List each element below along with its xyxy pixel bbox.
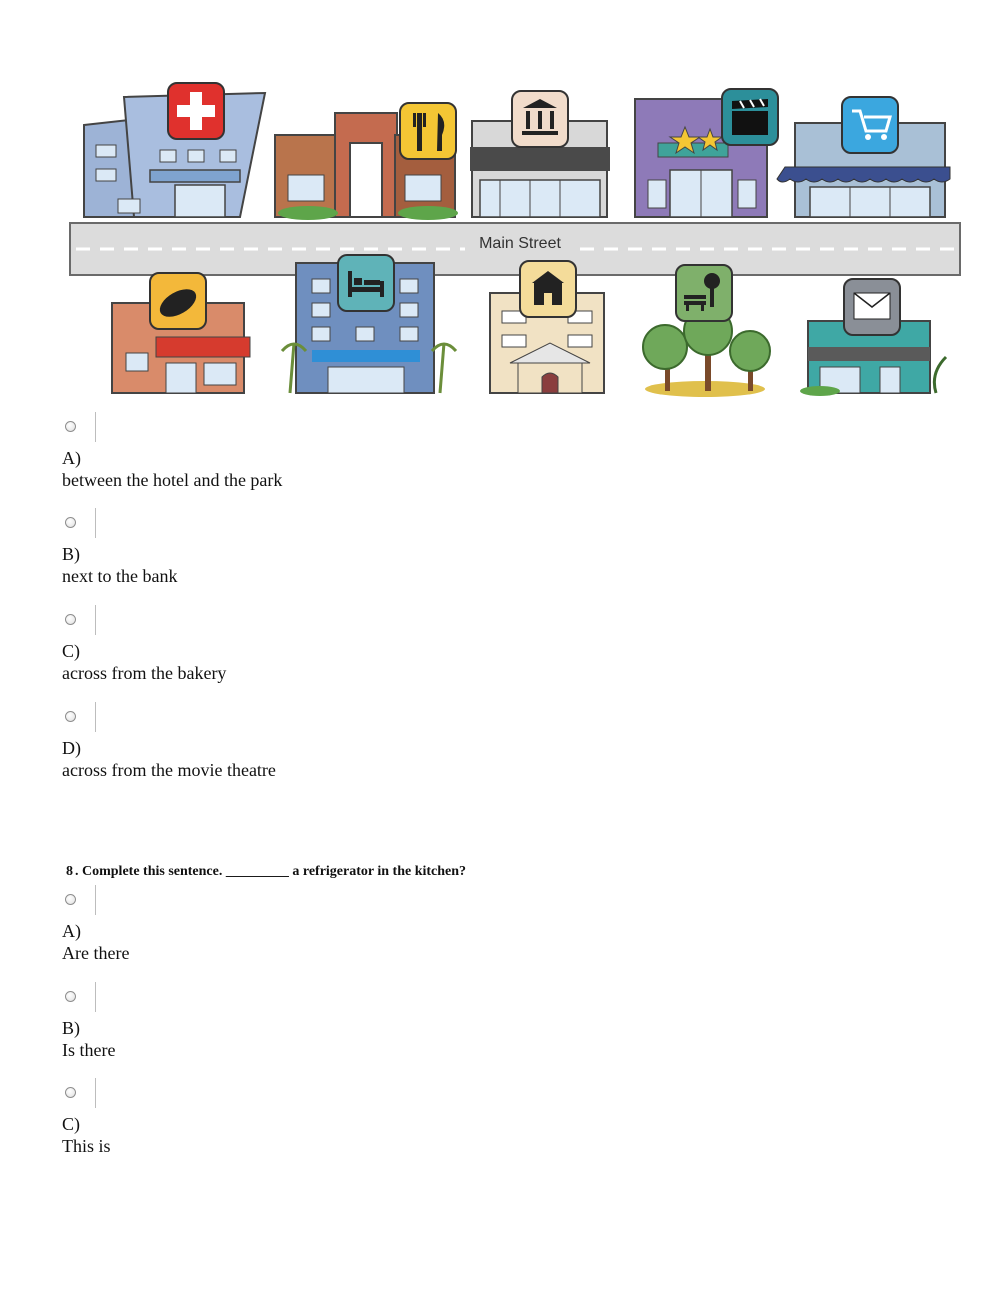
divider	[95, 605, 96, 635]
question-8-prompt	[66, 864, 466, 880]
medical-cross-icon	[168, 83, 224, 139]
option-letter: C)	[62, 641, 80, 661]
question-number: 8	[66, 864, 73, 879]
option-text: across from the movie theatre	[62, 760, 276, 780]
divider	[95, 885, 96, 915]
divider	[95, 508, 96, 538]
bakery-building	[112, 273, 250, 393]
street-label: Main Street	[479, 235, 561, 252]
divider	[95, 702, 96, 732]
park-bench-tree-icon	[676, 265, 732, 321]
movie-theatre-building	[635, 89, 778, 217]
option-letter: A)	[62, 448, 81, 468]
main-street-road	[70, 223, 960, 275]
park	[643, 265, 770, 397]
divider	[95, 1078, 96, 1108]
option-letter: A)	[62, 921, 81, 941]
option-letter: C)	[62, 1114, 80, 1134]
restaurant-building	[275, 103, 458, 220]
schoolhouse-icon	[520, 261, 576, 317]
hotel-building	[282, 255, 456, 393]
radio-button[interactable]	[65, 614, 76, 625]
option-text: This is	[62, 1136, 111, 1156]
option-letter: B)	[62, 544, 80, 564]
bank-building	[470, 91, 610, 217]
radio-button[interactable]	[65, 711, 76, 722]
fork-knife-icon	[400, 103, 456, 159]
post-office-building	[800, 279, 946, 396]
option-text: next to the bank	[62, 566, 178, 586]
option-letter: B)	[62, 1018, 80, 1038]
hospital-building	[84, 83, 265, 217]
bed-icon	[338, 255, 394, 311]
radio-button[interactable]	[65, 1087, 76, 1098]
school-building	[490, 261, 604, 393]
option-letter: D)	[62, 738, 81, 758]
divider	[95, 982, 96, 1012]
option-text: Are there	[62, 943, 130, 963]
divider	[95, 412, 96, 442]
envelope-icon	[844, 279, 900, 335]
radio-button[interactable]	[65, 991, 76, 1002]
town-map-illustration	[60, 75, 965, 400]
option-text: between the hotel and the park	[62, 470, 283, 490]
supermarket-building	[777, 97, 950, 217]
clapperboard-icon	[722, 89, 778, 145]
option-text: Is there	[62, 1040, 116, 1060]
radio-button[interactable]	[65, 421, 76, 432]
shopping-cart-icon	[842, 97, 898, 153]
bread-icon	[150, 273, 206, 329]
radio-button[interactable]	[65, 894, 76, 905]
question-number-dot: .	[75, 864, 82, 879]
bank-columns-icon	[512, 91, 568, 147]
option-text: across from the bakery	[62, 663, 227, 683]
question-text: Complete this sentence. _________ a refrigerator in the kitchen?	[82, 864, 467, 879]
radio-button[interactable]	[65, 517, 76, 528]
